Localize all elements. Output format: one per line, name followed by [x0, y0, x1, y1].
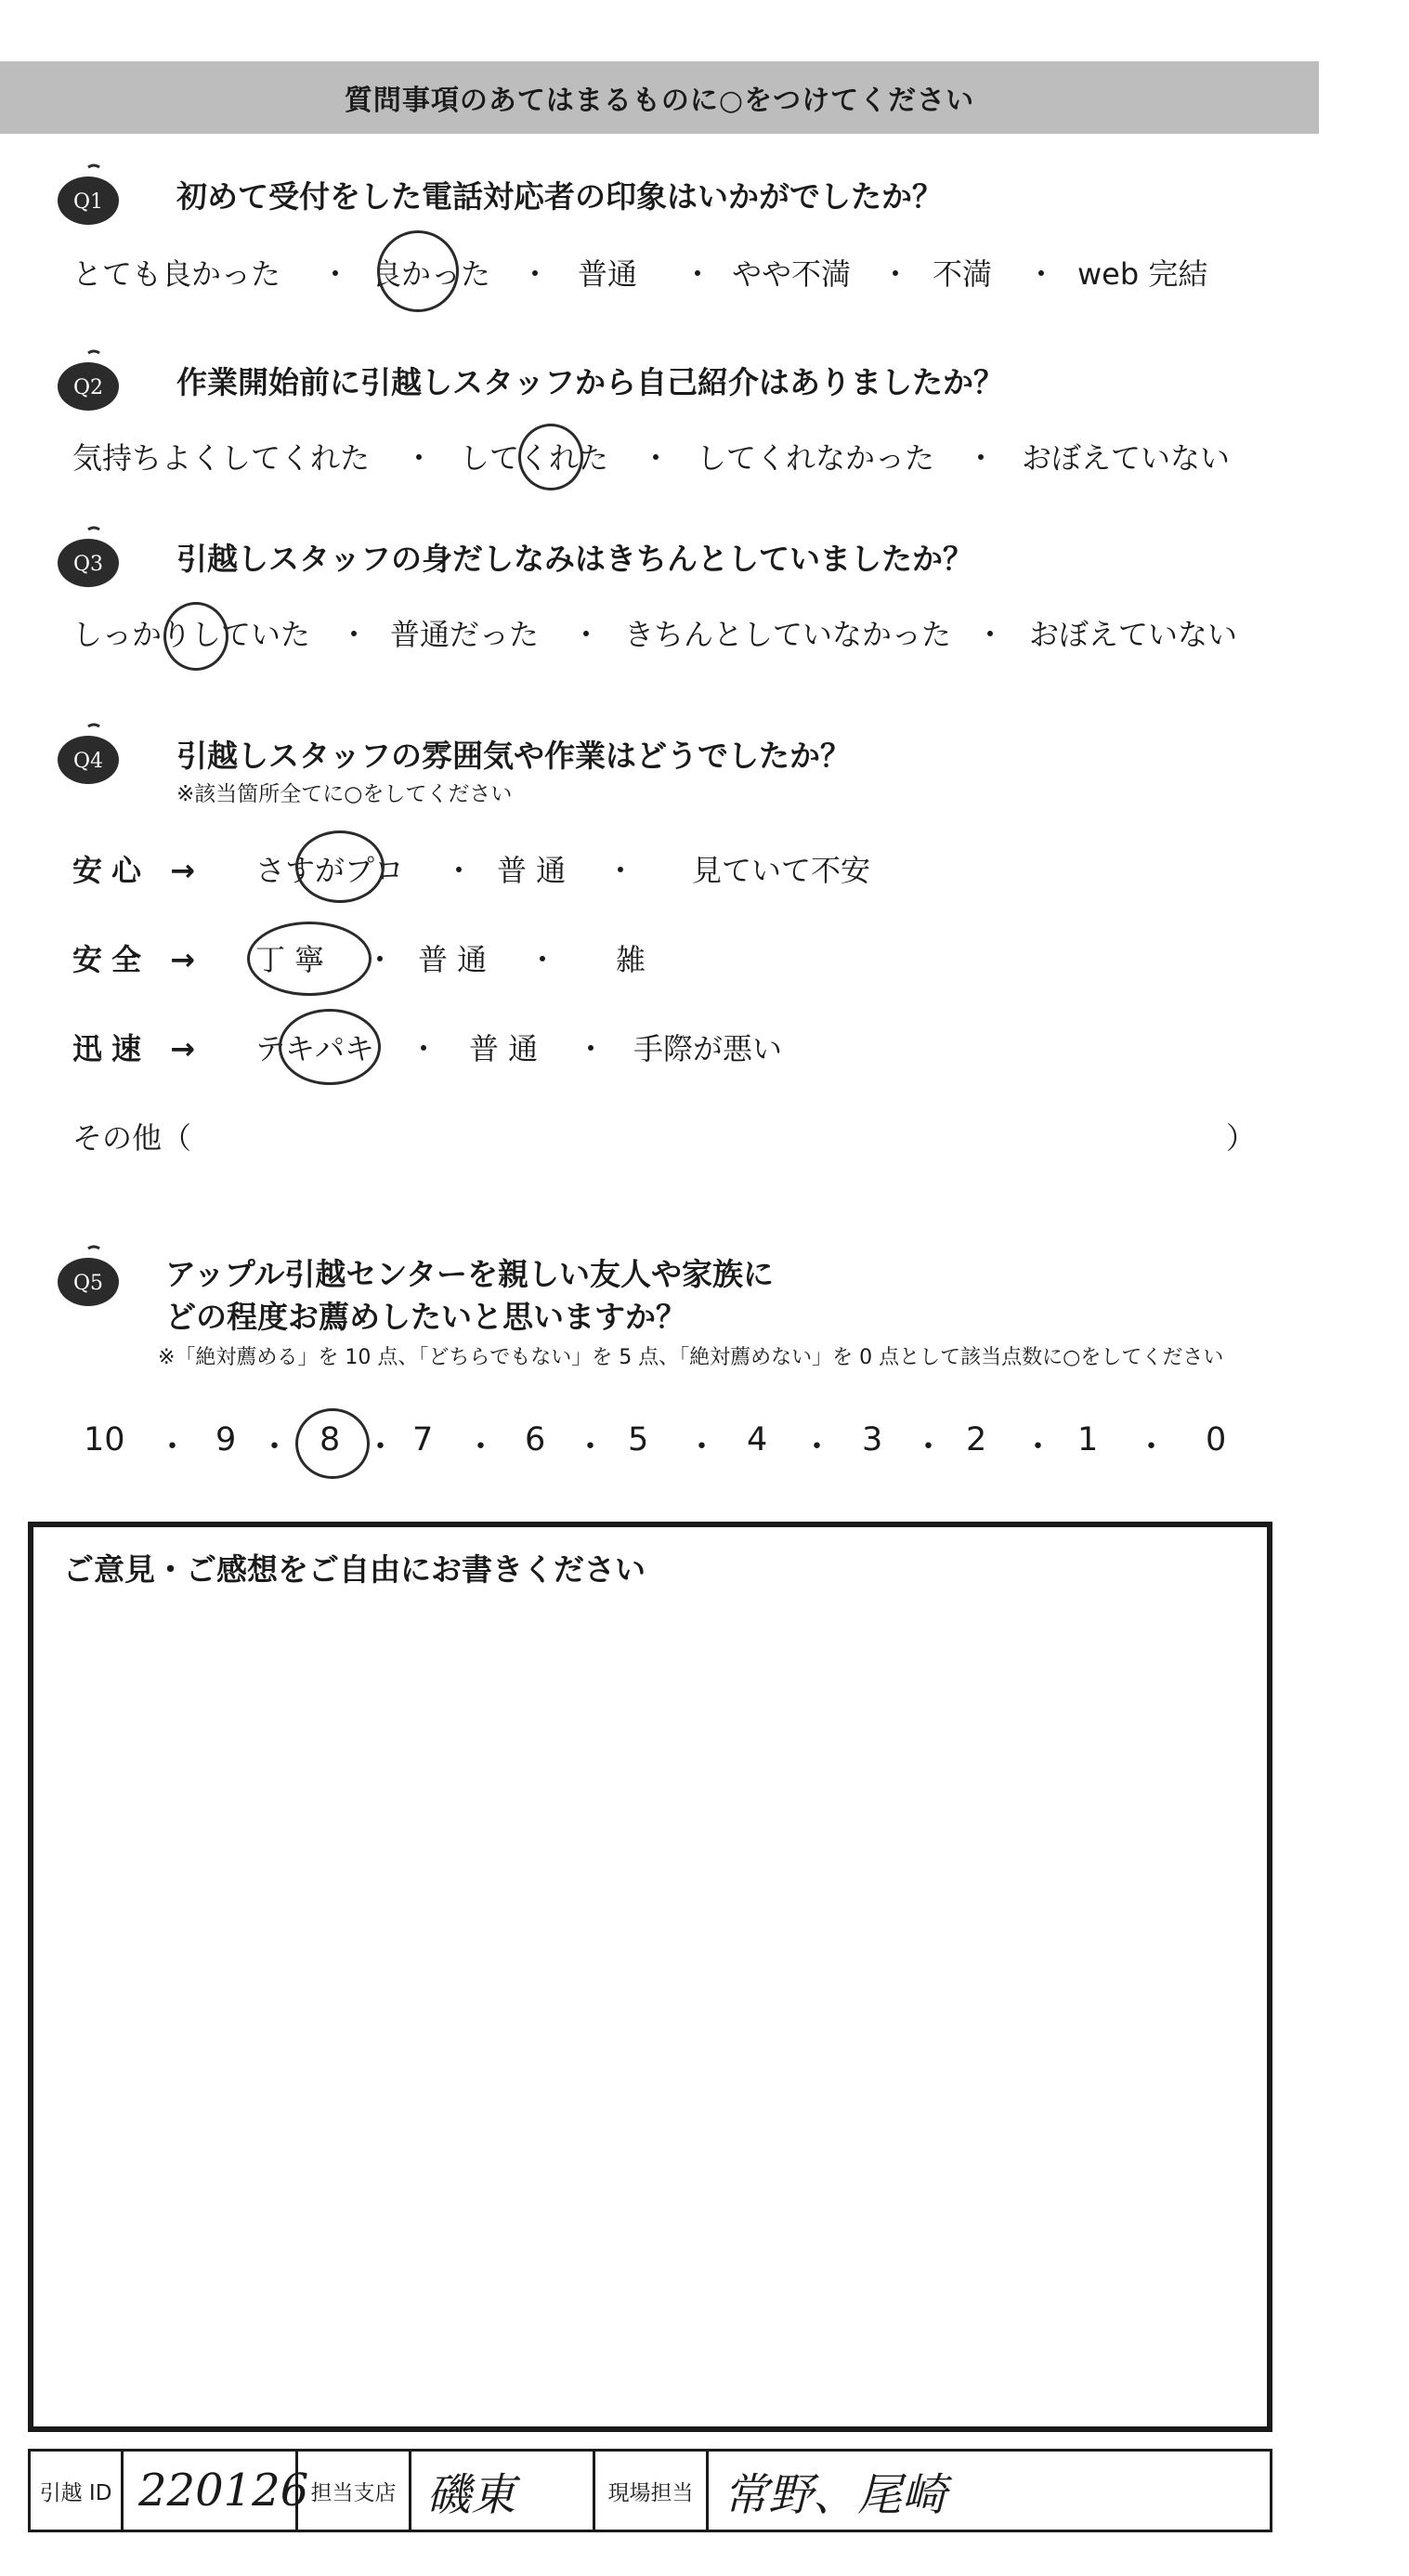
q4-jinsoku-option-1[interactable]: テキパキ — [255, 1031, 375, 1066]
separator: ・ — [685, 1429, 719, 1466]
separator: ・ — [975, 617, 1006, 652]
comment-box[interactable] — [28, 1522, 1272, 2432]
q3-badge-icon — [56, 537, 121, 591]
q4-row-label: 迅速 → — [72, 1031, 204, 1066]
q3-badge-label: Q3 — [72, 553, 104, 576]
separator: ・ — [1026, 256, 1057, 292]
q4-note: ※該当箇所全てに○をしてください — [176, 782, 513, 806]
q4-row-anzen — [0, 936, 1319, 983]
q2-option-2[interactable]: してくれた — [460, 440, 609, 476]
q4-anshin-option-1[interactable]: さすがプロ — [255, 853, 405, 888]
q2-option-3[interactable]: してくれなかった — [697, 440, 935, 476]
score-option[interactable]: 0 — [1206, 1421, 1227, 1458]
separator: ・ — [571, 617, 602, 652]
staff-value: 常野、尾崎 — [724, 2468, 947, 2521]
score-option[interactable]: 7 — [412, 1421, 434, 1458]
q1-options — [0, 251, 1319, 297]
separator: ・ — [641, 440, 672, 476]
score-option[interactable]: 6 — [525, 1421, 546, 1458]
separator: ・ — [606, 853, 636, 888]
score-option[interactable]: 8 — [320, 1421, 341, 1458]
page-title: 質問事項のあてはまるものに○をつけてください — [344, 85, 975, 117]
q2-options — [0, 435, 1319, 481]
move-id-label: 引越 ID — [31, 2452, 124, 2530]
branch-value: 磯東 — [411, 2452, 595, 2530]
separator: ・ — [320, 256, 351, 292]
q5-badge-label: Q5 — [72, 1272, 104, 1295]
q2-badge-icon — [56, 360, 121, 414]
q4-other-label: その他（ — [72, 1120, 192, 1156]
q3-option-3[interactable]: きちんとしていなかった — [624, 617, 952, 652]
q4-other-close: ） — [1226, 1120, 1257, 1156]
q5-question-line2: どの程度お薦めしたいと思いますか？ — [165, 1299, 686, 1335]
q4-anshin-option-3[interactable]: 見ていて不安 — [692, 853, 871, 888]
q2-badge-label: Q2 — [72, 376, 104, 399]
q1-option-1[interactable]: とても良かった — [72, 256, 281, 292]
separator: ・ — [574, 1429, 607, 1466]
separator: ・ — [365, 942, 396, 977]
separator: ・ — [444, 853, 475, 888]
q4-row-label: 安心 → — [72, 853, 204, 888]
q2-question: 作業開始前に引越しスタッフから自己紹介はありましたか？ — [176, 364, 1004, 400]
staff-label: 現場担当 — [595, 2452, 709, 2530]
q1-option-3[interactable]: 普通 — [578, 256, 638, 292]
separator: ・ — [364, 1429, 398, 1466]
branch-label: 担当支店 — [298, 2452, 411, 2530]
score-option[interactable]: 2 — [966, 1421, 987, 1458]
q3-options — [0, 611, 1319, 658]
q3-option-2[interactable]: 普通だった — [390, 617, 540, 652]
q4-badge-icon — [56, 734, 121, 788]
separator: ・ — [156, 1429, 189, 1466]
q4-row-anshin — [0, 847, 1319, 894]
q1-option-2[interactable]: 良かった — [372, 256, 491, 292]
q5-note: ※「絶対薦める」を 10 点、「どちらでもない」を 5 点、「絶対薦めない」を 0 点として該当点数に○をしてください — [158, 1346, 1224, 1369]
q1-option-6[interactable]: web 完結 — [1077, 256, 1208, 292]
separator: ・ — [966, 440, 997, 476]
q3-option-4[interactable]: おぼえていない — [1029, 617, 1238, 652]
q3-question: 引越しスタッフの身だしなみはきちんとしていましたか？ — [176, 541, 973, 577]
q2-option-1[interactable]: 気持ちよくしてくれた — [72, 440, 371, 476]
separator: ・ — [912, 1429, 946, 1466]
separator: ・ — [1135, 1429, 1168, 1466]
q1-option-5[interactable]: 不満 — [933, 256, 993, 292]
q4-row-jinsoku — [0, 1026, 1319, 1072]
q4-jinsoku-option-3[interactable]: 手際が悪い — [633, 1031, 783, 1066]
separator: ・ — [258, 1429, 292, 1466]
q4-anzen-option-2[interactable]: 普 通 — [418, 942, 488, 977]
header-bar — [0, 61, 1319, 134]
footer-table — [28, 2449, 1272, 2532]
q5-question-line1: アップル引越センターを親しい友人や家族に — [165, 1256, 775, 1292]
score-option[interactable]: 3 — [862, 1421, 883, 1458]
separator: ・ — [576, 1031, 607, 1066]
separator: ・ — [881, 256, 911, 292]
separator: ・ — [339, 617, 370, 652]
separator: ・ — [1022, 1429, 1055, 1466]
comment-title: ご意見・ご感想をご自由にお書きください — [63, 1551, 646, 1588]
q4-anzen-option-3[interactable]: 雑 — [616, 942, 646, 977]
score-option[interactable]: 10 — [84, 1421, 125, 1458]
separator: ・ — [520, 256, 551, 292]
q1-badge-icon — [56, 175, 121, 229]
separator: ・ — [404, 440, 435, 476]
score-option[interactable]: 9 — [215, 1421, 237, 1458]
separator: ・ — [409, 1031, 439, 1066]
q4-jinsoku-option-2[interactable]: 普 通 — [469, 1031, 539, 1066]
q4-anzen-option-1[interactable]: 丁 寧 — [255, 942, 325, 977]
score-option[interactable]: 4 — [747, 1421, 768, 1458]
q4-row-label: 安全 → — [72, 942, 204, 977]
q3-option-1[interactable]: しっかりしていた — [72, 617, 311, 652]
separator: ・ — [464, 1429, 498, 1466]
score-option[interactable]: 5 — [628, 1421, 649, 1458]
q4-badge-label: Q4 — [72, 750, 104, 773]
move-id-value: 220126 — [124, 2452, 298, 2530]
q4-other-row — [0, 1115, 1319, 1161]
q4-anshin-option-2[interactable]: 普 通 — [497, 853, 567, 888]
separator: ・ — [683, 256, 713, 292]
q1-badge-label: Q1 — [72, 190, 104, 214]
q2-option-4[interactable]: おぼえていない — [1022, 440, 1231, 476]
q1-option-4[interactable]: やや不満 — [732, 256, 852, 292]
separator: ・ — [528, 942, 558, 977]
score-option[interactable]: 1 — [1077, 1421, 1099, 1458]
separator: ・ — [801, 1429, 834, 1466]
q1-question: 初めて受付をした電話対応者の印象はいかがでしたか？ — [176, 178, 943, 215]
q4-question: 引越しスタッフの雰囲気や作業はどうでしたか？ — [176, 738, 851, 774]
q5-badge-icon — [56, 1256, 121, 1310]
